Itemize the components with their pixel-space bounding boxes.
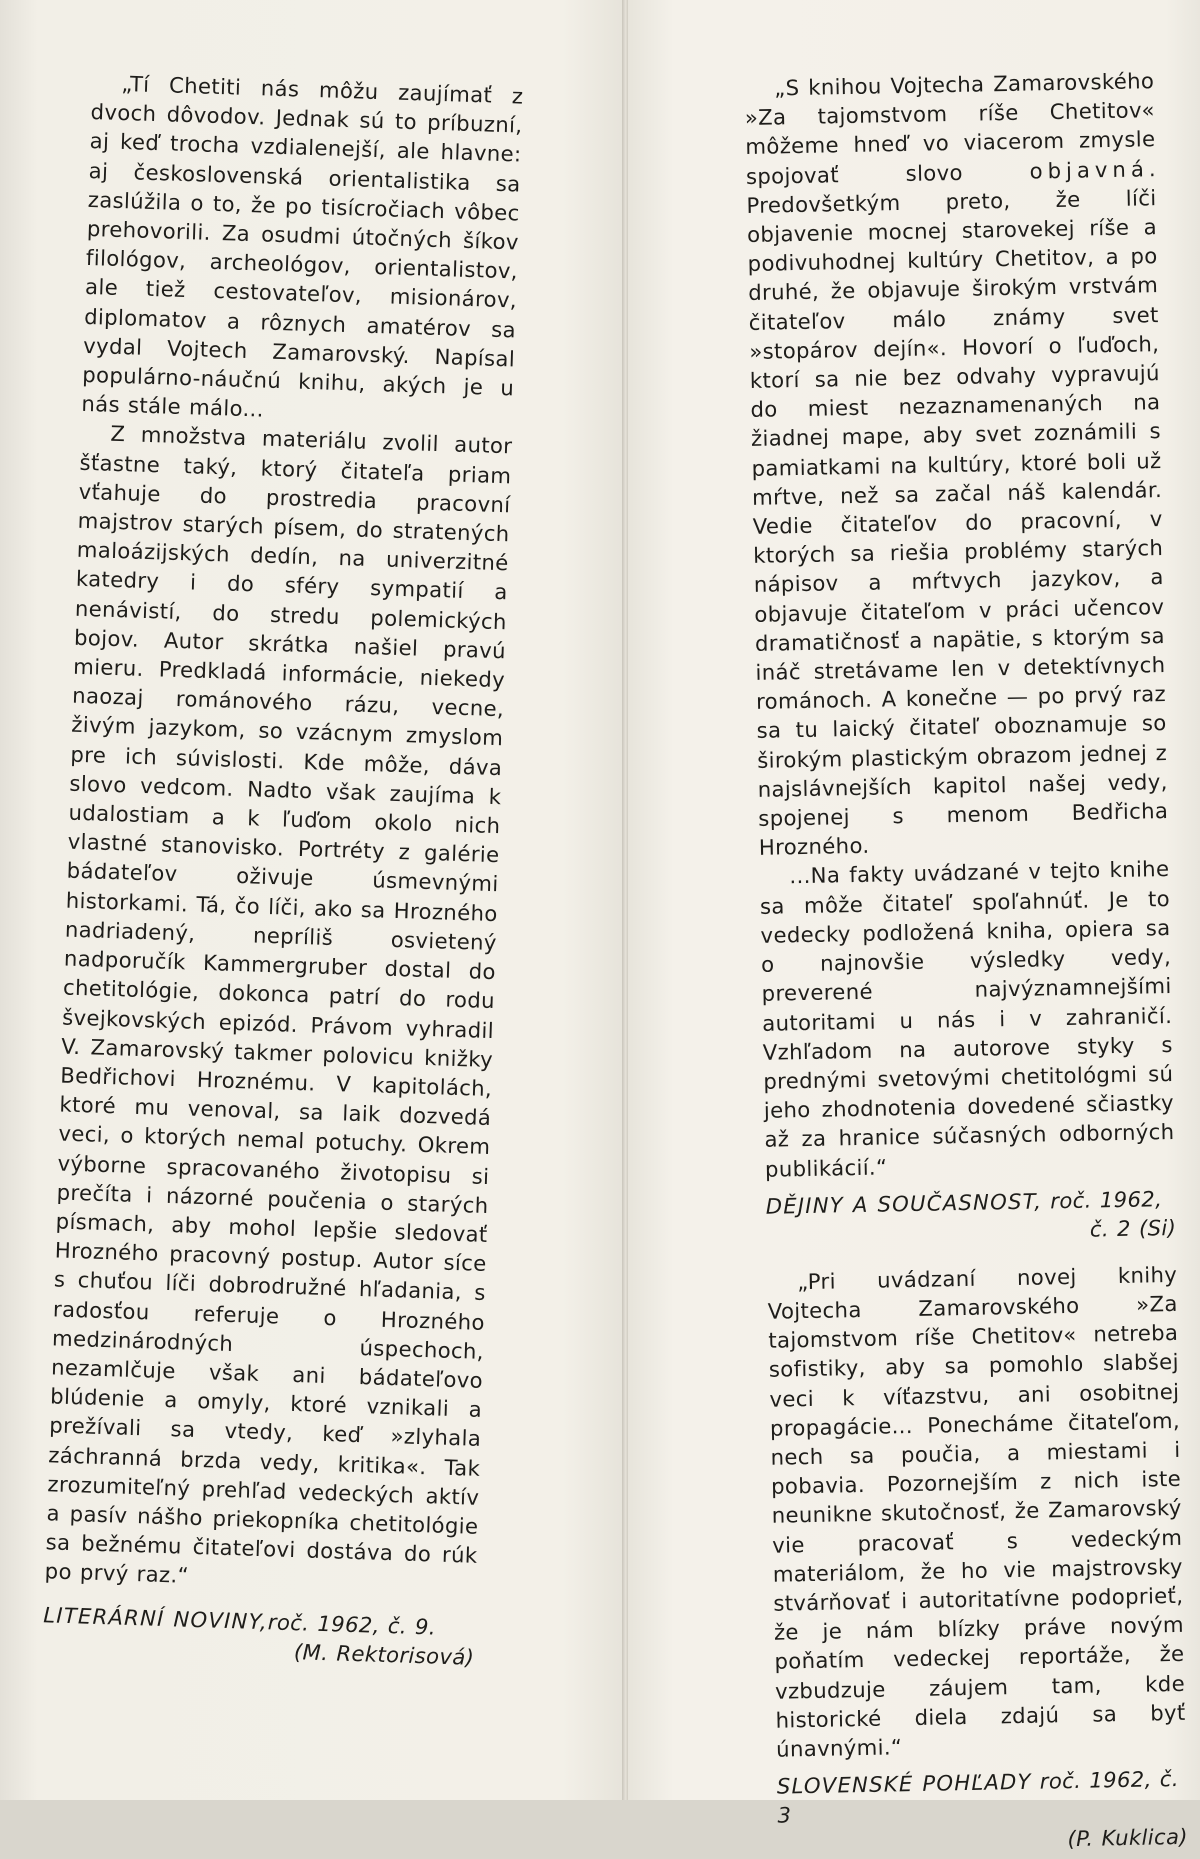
review-source <box>777 1764 1189 1859</box>
source-publication: SLOVENSKÉ POHĽADY <box>776 1768 1032 1799</box>
review-paragraph: „Pri uvádzaní novej knihy Vojtecha Zamarovského »Za tajomstvom ríše Chetitov« netreba sofistiky, aby sa pomohlo slabšej veci k víťazstvu, ani osobitnej propagácie... Ponecháme čitateľom, nech sa poučia, a miestami i pobavia. Pozornejším z nich iste neunikne skutočnosť, že Zamarovský vie pracovať s vedeckým materiálom, že ho vie majstrovsky stvárňovať i autoritatívne podoprieť, že je nám blízky práve novým poňatím vedeckej reportáže, že vzbudzuje záujem tam, kde historické diela zdajú sa byť únavnými.“ <box>767 1261 1186 1762</box>
review-source <box>765 1184 1176 1250</box>
source-publication: DĚJINY A SOUČASNOST, <box>765 1188 1043 1219</box>
review-slovenske-pohlady <box>767 1260 1188 1859</box>
review-source <box>42 1600 476 1672</box>
source-publication: LITERÁRNÍ NOVINY, <box>43 1601 269 1634</box>
source-author: (M. Rektorisová) <box>293 1638 475 1670</box>
right-review-column <box>744 66 1188 1859</box>
review-dejiny-a-soucasnost <box>744 66 1176 1249</box>
left-review-column <box>42 68 524 1671</box>
review-text: . Predovšetkým preto, že líči objavenie mocnej starovekej ríše a podivuhodnej kultúry Chetitov, a po druhé, že objavuje širokým vrstvám čitateľov málo známy svet »stopárov dejín«. Hovorí o ľuďoch, ktorí sa nie bez odvahy vypravujú do miest nezaznamenaných na žiadnej mape, aby svet zoznámili s pamiatkami na kultúry, ktoré boli už mŕtve, než sa začal náš kalendár. Vedie čitateľov do pracovní, v ktorých sa riešia problémy starých nápisov a mŕtvych jazykov, a objavuje čitateľom v práci učencov dramatičnosť a napätie, s ktorým sa ináč stretávame len v detektívnych románoch. A konečne — po prvý raz sa tu laický čitateľ oboznamuje so širokým plastickým obrazom jednej z najslávnejších kapitol našej vedy, spojenej s menom Bedřicha Hrozného. <box>746 155 1169 861</box>
source-author: (P. Kuklica) <box>1067 1823 1189 1852</box>
review-text: „S knihou Vojtecha Zamarovského »Za tajomstvom ríše Chetitov« môžeme hneď vo viacerom zmysle spojovať slovo <box>744 68 1156 189</box>
emphasized-word: objavná <box>1029 155 1150 184</box>
review-paragraph <box>744 66 1169 862</box>
source-author: č. 2 (Si) <box>1089 1214 1177 1242</box>
review-paragraph: „Tí Chetiti nás môžu zaujímať z dvoch dôvodov. Jednak sú to príbuzní, aj keď trocha vzdialenejší, ale hlavne: aj československá orientalistika sa zaslúžila o to, že po tisícročiach vôbec prehovorili. Za osudmi útočných šíkov filológov, archeológov, orientalistov, ale tiež cestovateľov, misionárov, diplomatov a rôznych amatérov sa vydal Vojtech Zamarovský. Napísal populárno-náučnú knihu, akých je u nás stále málo... <box>81 70 524 422</box>
source-issue: roč. 1962, <box>1050 1185 1163 1214</box>
review-paragraph: ...Na fakty uvádzané v tejto knihe sa môže čitateľ spoľahnúť. Je to vedecky podložená kniha, opiera sa o najnovšie výsledky vedy, preverené najvýznamnejšími autoritami u nás i v zahraničí. Vzhľadom na autorove styky s prednými svetovými chetitológmi sú jeho zhodnotenia dovedené sčiastky až za hranice súčasných odborných publikácií.“ <box>759 856 1175 1182</box>
source-issue: roč. 1962, č. 3 <box>777 1766 1180 1828</box>
review-paragraph: Z množstva materiálu zvolil autor šťastne taký, ktorý čitateľa priam vťahuje do prostredia pracovní majstrov starých písem, do stratených maloázijských dedín, na univerzitné katedry i do sféry sympatií a nenávistí, do stredu polemických bojov. Autor skrátka našiel pravú mieru. Predkladá informácie, niekedy naozaj románového rázu, vecne, živým jazykom, so vzácnym zmyslom pre ich súvislosti. Kde môže, dáva slovo vedcom. Nadto však zaujíma k udalostiam a k ľuďom okolo nich vlastné stanovisko. Portréty z galérie bádateľov oživuje úsmevnými historkami. Tá, čo líči, ako sa Hrozného nadriadený, nepríliš osvietený nadporučík Kammergruber dostal do chetitológie, dokonca patrí do rodu švejkovských epizód. Právom vyhradil V. Zamarovský takmer polovicu knižky Bedřichovi Hroznému. V kapitolách, ktoré mu venoval, sa laik dozvedá veci, o ktorých nemal potuchy. Okrem výborne spracovaného životopisu si prečíta i názorné poučenia o starých písmach, aby mohol lepšie sledovať Hrozného pracovný postup. Autor síce s chuťou líči dobrodružné hľadania, s radosťou referuje o Hrozného medzinárodných úspechoch, nezamlčuje však ani bádateľovo blúdenie a omyly, ktoré vznikali a prežívali sa vtedy, keď »zlyhala záchranná brzda vedy, kritika«. Tak zrozumiteľný prehľad vedeckých aktív a pasív nášho priekopníka chetitológie sa bežnému čitateľovi dostáva do rúk po prvý raz.“ <box>44 421 513 1589</box>
review-literarni-noviny <box>42 68 524 1671</box>
source-issue: roč. 1962, č. 9. <box>267 1608 437 1640</box>
